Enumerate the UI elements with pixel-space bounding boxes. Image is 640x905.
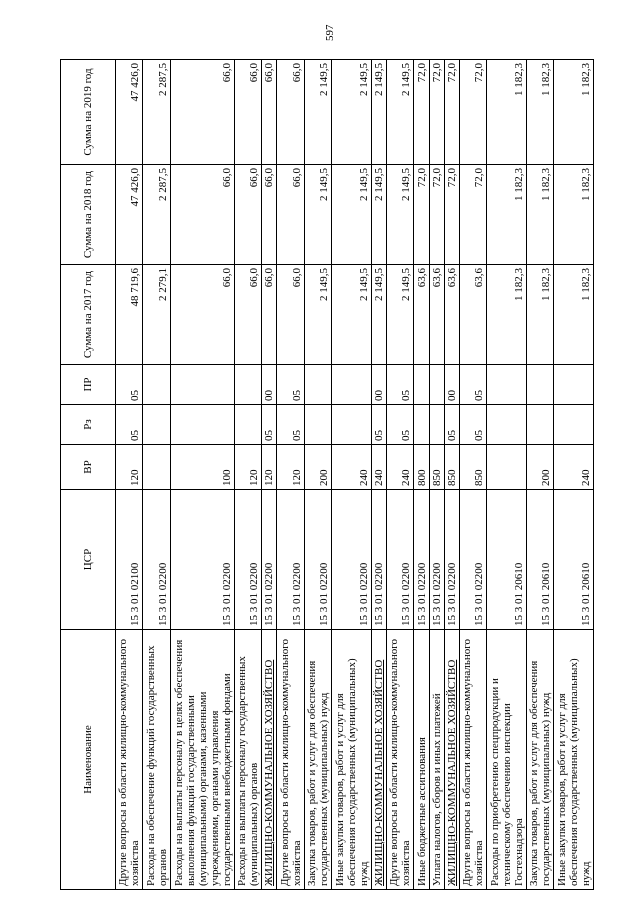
cell-vr: 120 (277, 445, 304, 490)
cell-s2019: 72,0 (429, 60, 444, 165)
table-row (487, 60, 527, 890)
cell-csr: 15 3 01 02100 (116, 490, 143, 630)
cell-csr: 15 3 01 02200 (414, 490, 429, 630)
cell-s2018: 66,0 (234, 165, 261, 265)
cell-vr: 850 (444, 445, 459, 490)
table-row (414, 60, 429, 890)
cell-s2017: 2 279,1 (143, 265, 170, 365)
cell-s2017: 2 149,5 (304, 265, 331, 365)
cell-s2018: 72,0 (444, 165, 459, 265)
cell-name: Другие вопросы в области жилищно-коммунального хозяйства (386, 630, 413, 890)
budget-table (60, 59, 594, 890)
cell-vr: 120 (234, 445, 261, 490)
cell-s2018: 1 182,3 (526, 165, 553, 265)
cell-csr: 15 3 01 02200 (332, 490, 372, 630)
cell-s2017: 63,6 (414, 265, 429, 365)
cell-rz: 05 (386, 405, 413, 445)
cell-s2017: 63,6 (429, 265, 444, 365)
cell-name: Закупка товаров, работ и услуг для обеспечения государственных (муниципальных) нужд (304, 630, 331, 890)
cell-s2019: 72,0 (444, 60, 459, 165)
table-row (554, 60, 594, 890)
cell-vr: 240 (554, 445, 594, 490)
cell-s2017: 66,0 (262, 265, 277, 365)
page-number: 597 (324, 24, 336, 42)
cell-s2019: 2 149,5 (304, 60, 331, 165)
cell-vr: 120 (116, 445, 143, 490)
cell-pr (487, 365, 527, 405)
cell-pr: 00 (371, 365, 386, 405)
table-row (304, 60, 331, 890)
cell-s2018: 66,0 (262, 165, 277, 265)
table-row (332, 60, 372, 890)
header-sum-2019: Сумма на 2019 год (61, 60, 116, 165)
cell-s2018: 72,0 (429, 165, 444, 265)
cell-vr: 100 (170, 445, 234, 490)
cell-vr: 850 (429, 445, 444, 490)
cell-s2018: 2 287,5 (143, 165, 170, 265)
cell-s2017: 1 182,3 (526, 265, 553, 365)
cell-s2019: 72,0 (459, 60, 486, 165)
cell-vr: 850 (459, 445, 486, 490)
cell-vr (487, 445, 527, 490)
cell-s2017: 63,6 (444, 265, 459, 365)
cell-name: Расходы на выплаты персоналу в целях обеспечения выполнения функций государственными (муниципальными) органами, казенными учреждениями, органами управления государственными внебюджетными фондами (170, 630, 234, 890)
cell-csr: 15 3 01 02200 (444, 490, 459, 630)
cell-name: ЖИЛИЩНО-КОММУНАЛЬНОЕ ХОЗЯЙСТВО (444, 630, 459, 890)
table-row (444, 60, 459, 890)
cell-s2019: 66,0 (277, 60, 304, 165)
cell-vr: 200 (304, 445, 331, 490)
cell-rz: 05 (116, 405, 143, 445)
cell-csr: 15 3 01 02200 (234, 490, 261, 630)
cell-csr: 15 3 01 02200 (170, 490, 234, 630)
header-csr: ЦСР (61, 490, 116, 630)
cell-s2017: 2 149,5 (371, 265, 386, 365)
cell-vr: 240 (371, 445, 386, 490)
header-vr: ВР (61, 445, 116, 490)
cell-vr: 800 (414, 445, 429, 490)
cell-name: Расходы на выплаты персоналу государственных (муниципальных) органов (234, 630, 261, 890)
cell-name: Иные закупки товаров, работ и услуг для обеспечения государственных (муниципальных) нужд (554, 630, 594, 890)
header-row (61, 60, 116, 890)
cell-s2017: 66,0 (170, 265, 234, 365)
cell-s2018: 2 149,5 (386, 165, 413, 265)
cell-pr (304, 365, 331, 405)
cell-s2019: 1 182,3 (487, 60, 527, 165)
cell-name: ЖИЛИЩНО-КОММУНАЛЬНОЕ ХОЗЯЙСТВО (371, 630, 386, 890)
cell-pr: 05 (116, 365, 143, 405)
cell-vr (143, 445, 170, 490)
header-sum-2017: Сумма на 2017 год (61, 265, 116, 365)
cell-s2018: 47 426,0 (116, 165, 143, 265)
cell-csr: 15 3 01 02200 (262, 490, 277, 630)
cell-s2017: 2 149,5 (386, 265, 413, 365)
cell-csr: 15 3 01 20610 (526, 490, 553, 630)
cell-rz (487, 405, 527, 445)
cell-vr: 240 (386, 445, 413, 490)
table-row (386, 60, 413, 890)
cell-s2018: 72,0 (414, 165, 429, 265)
cell-rz (170, 405, 234, 445)
cell-name: ЖИЛИЩНО-КОММУНАЛЬНОЕ ХОЗЯЙСТВО (262, 630, 277, 890)
cell-name: Другие вопросы в области жилищно-коммунального хозяйства (277, 630, 304, 890)
cell-pr (332, 365, 372, 405)
cell-pr: 05 (277, 365, 304, 405)
cell-rz (526, 405, 553, 445)
cell-s2018: 1 182,3 (487, 165, 527, 265)
table-row (277, 60, 304, 890)
cell-name: Другие вопросы в области жилищно-коммунального хозяйства (459, 630, 486, 890)
cell-rz: 05 (277, 405, 304, 445)
cell-s2019: 1 182,3 (554, 60, 594, 165)
table-row (143, 60, 170, 890)
cell-name: Уплата налогов, сборов и иных платежей (429, 630, 444, 890)
cell-pr (143, 365, 170, 405)
cell-csr: 15 3 01 20610 (554, 490, 594, 630)
table-row (371, 60, 386, 890)
cell-s2019: 2 149,5 (332, 60, 372, 165)
table-row (116, 60, 143, 890)
cell-s2019: 72,0 (414, 60, 429, 165)
cell-csr: 15 3 01 02200 (277, 490, 304, 630)
cell-name: Другие вопросы в области жилищно-коммунального хозяйства (116, 630, 143, 890)
table-row (526, 60, 553, 890)
table-row (459, 60, 486, 890)
cell-vr: 200 (526, 445, 553, 490)
cell-vr: 120 (262, 445, 277, 490)
cell-s2018: 2 149,5 (304, 165, 331, 265)
cell-s2017: 66,0 (234, 265, 261, 365)
cell-name: Иные бюджетные ассигнования (414, 630, 429, 890)
cell-s2018: 66,0 (277, 165, 304, 265)
cell-vr: 240 (332, 445, 372, 490)
cell-s2018: 66,0 (170, 165, 234, 265)
cell-s2017: 48 719,6 (116, 265, 143, 365)
cell-name: Закупка товаров, работ и услуг для обеспечения государственных (муниципальных) нужд (526, 630, 553, 890)
cell-s2018: 72,0 (459, 165, 486, 265)
cell-rz (429, 405, 444, 445)
cell-pr (554, 365, 594, 405)
cell-csr: 15 3 01 02200 (143, 490, 170, 630)
cell-rz (332, 405, 372, 445)
cell-rz: 05 (262, 405, 277, 445)
cell-pr: 00 (444, 365, 459, 405)
table-row (170, 60, 234, 890)
cell-name: Расходы по приобретению спецпродукции и техническому обеспечению инспекции Гостехнадзора (487, 630, 527, 890)
cell-s2019: 2 287,5 (143, 60, 170, 165)
cell-s2018: 1 182,3 (554, 165, 594, 265)
cell-rz: 05 (371, 405, 386, 445)
cell-pr: 05 (459, 365, 486, 405)
cell-name: Иные закупки товаров, работ и услуг для обеспечения государственных (муниципальных) нужд (332, 630, 372, 890)
cell-csr: 15 3 01 02200 (371, 490, 386, 630)
header-sum-2018: Сумма на 2018 год (61, 165, 116, 265)
cell-s2019: 66,0 (262, 60, 277, 165)
cell-csr: 15 3 01 02200 (459, 490, 486, 630)
cell-s2019: 66,0 (234, 60, 261, 165)
table-body (116, 60, 594, 890)
cell-pr (234, 365, 261, 405)
cell-s2019: 47 426,0 (116, 60, 143, 165)
cell-pr: 05 (386, 365, 413, 405)
cell-s2019: 66,0 (170, 60, 234, 165)
cell-s2019: 1 182,3 (526, 60, 553, 165)
table-row (234, 60, 261, 890)
cell-s2017: 1 182,3 (487, 265, 527, 365)
table-row (429, 60, 444, 890)
cell-s2017: 2 149,5 (332, 265, 372, 365)
cell-pr (414, 365, 429, 405)
cell-rz (234, 405, 261, 445)
cell-csr: 15 3 01 02200 (429, 490, 444, 630)
cell-csr: 15 3 01 02200 (386, 490, 413, 630)
cell-s2017: 1 182,3 (554, 265, 594, 365)
cell-csr: 15 3 01 02200 (304, 490, 331, 630)
cell-pr (429, 365, 444, 405)
cell-name: Расходы на обеспечение функций государственных органов (143, 630, 170, 890)
cell-s2018: 2 149,5 (371, 165, 386, 265)
cell-rz (414, 405, 429, 445)
cell-rz: 05 (459, 405, 486, 445)
cell-rz (554, 405, 594, 445)
cell-s2017: 63,6 (459, 265, 486, 365)
cell-s2019: 2 149,5 (386, 60, 413, 165)
cell-csr: 15 3 01 20610 (487, 490, 527, 630)
header-pr: ПР (61, 365, 116, 405)
cell-s2017: 66,0 (277, 265, 304, 365)
cell-rz (304, 405, 331, 445)
header-name: Наименование (61, 630, 116, 890)
cell-s2018: 2 149,5 (332, 165, 372, 265)
cell-rz: 05 (444, 405, 459, 445)
cell-pr (170, 365, 234, 405)
cell-pr: 00 (262, 365, 277, 405)
cell-rz (143, 405, 170, 445)
header-rz: Рз (61, 405, 116, 445)
rotated-page (60, 60, 594, 890)
cell-s2019: 2 149,5 (371, 60, 386, 165)
table-row (262, 60, 277, 890)
cell-pr (526, 365, 553, 405)
